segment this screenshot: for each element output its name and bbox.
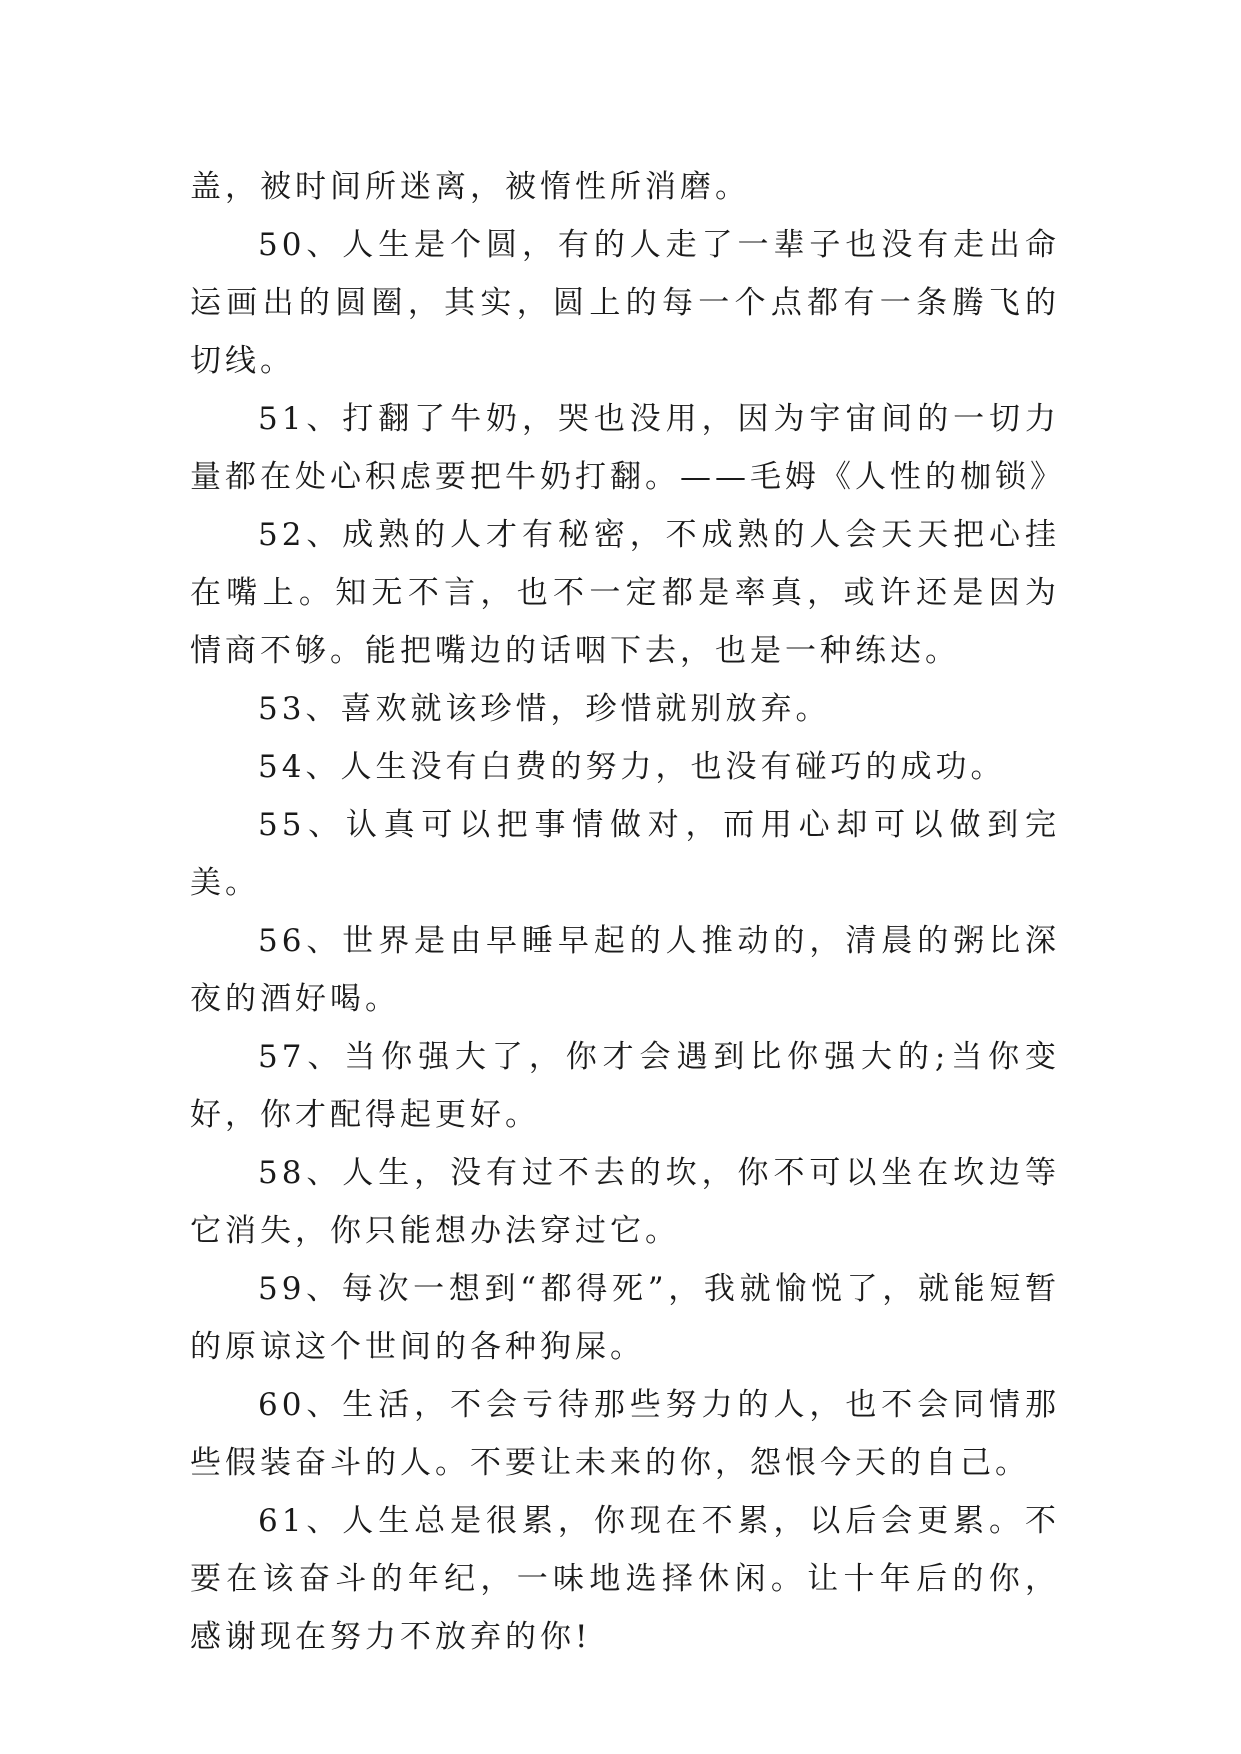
- paragraph-continuation: 盖，被时间所迷离，被惰性所消磨。: [190, 169, 750, 205]
- quote-paragraph-59: 59、每次一想到“都得死”，我就愉悦了，就能短暂的原谅这个世间的各种狗屎。: [190, 1271, 1060, 1365]
- quote-paragraph-52: 52、成熟的人才有秘密，不成熟的人会天天把心挂在嘴上。知无不言，也不一定都是率真，或许还是因为情商不够。能把嘴边的话咽下去，也是一种练达。: [190, 517, 1060, 669]
- quote-paragraph-50: 50、人生是个圆，有的人走了一辈子也没有走出命运画出的圆圈，其实，圆上的每一个点都有一条腾飞的切线。: [190, 227, 1060, 379]
- quote-paragraph-57: 57、当你强大了，你才会遇到比你强大的;当你变好，你才配得起更好。: [190, 1039, 1060, 1133]
- quote-paragraph-51: 51、打翻了牛奶，哭也没用，因为宇宙间的一切力量都在处心积虑要把牛奶打翻。——毛姆《人性的枷锁》: [190, 401, 1065, 495]
- document-body: [190, 158, 1065, 1666]
- quote-paragraph-55: 55、认真可以把事情做对，而用心却可以做到完美。: [190, 807, 1060, 901]
- quote-paragraph-58: 58、人生，没有过不去的坎，你不可以坐在坎边等它消失，你只能想办法穿过它。: [190, 1155, 1060, 1249]
- quote-paragraph-60: 60、生活，不会亏待那些努力的人，也不会同情那些假装奋斗的人。不要让未来的你，怨恨今天的自己。: [190, 1387, 1060, 1481]
- quote-paragraph-54: 54、人生没有白费的努力，也没有碰巧的成功。: [258, 749, 1006, 785]
- quote-paragraph-61: 61、人生总是很累，你现在不累，以后会更累。不要在该奋斗的年纪，一味地选择休闲。让十年后的你，感谢现在努力不放弃的你!: [190, 1503, 1060, 1655]
- quote-paragraph-56: 56、世界是由早睡早起的人推动的，清晨的粥比深夜的酒好喝。: [190, 923, 1060, 1017]
- quote-paragraph-53: 53、喜欢就该珍惜，珍惜就别放弃。: [258, 691, 831, 727]
